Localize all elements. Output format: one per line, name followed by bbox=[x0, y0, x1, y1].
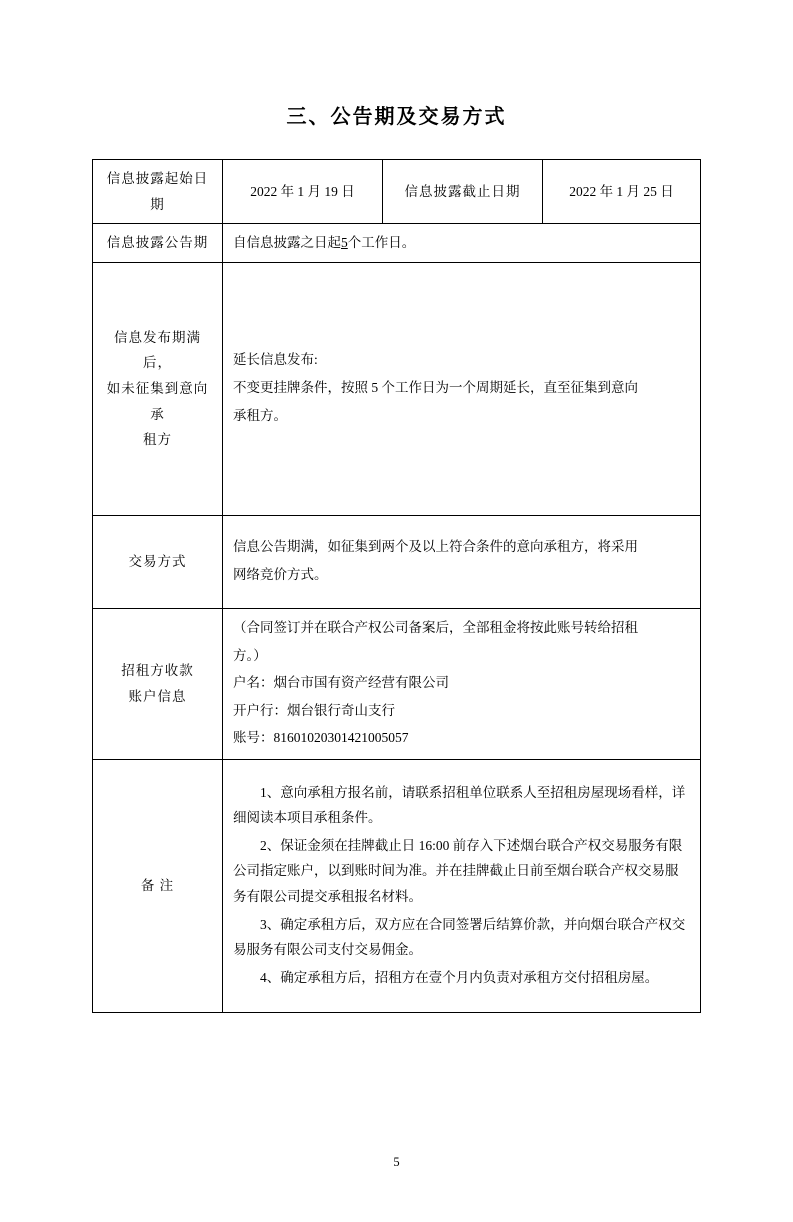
value-account-info bbox=[223, 608, 701, 759]
table-row bbox=[93, 760, 701, 1013]
label-remarks: 备 注 bbox=[93, 760, 223, 1013]
table-row bbox=[93, 160, 701, 224]
announcement-period-days: 5 bbox=[341, 235, 348, 251]
table-row bbox=[93, 224, 701, 263]
label-account-line2: 账户信息 bbox=[128, 689, 187, 705]
announcement-period-suffix: 个工作日。 bbox=[347, 235, 416, 251]
document-page bbox=[0, 100, 793, 1222]
remark-item: 3、确定承租方后，双方应在合同签署后结算价款，并向烟台联合产权交易服务有限公司支付交易佣金。 bbox=[233, 916, 686, 958]
value-disclosure-start: 2022 年 1 月 19 日 bbox=[223, 160, 383, 224]
extension-line2: 不变更挂牌条件，按照 5 个工作日为一个周期延长，直至征集到意向 bbox=[233, 380, 638, 396]
remark-item: 4、确定承租方后，招租方在壹个月内负责对承租方交付招租房屋。 bbox=[260, 970, 659, 986]
value-remarks bbox=[223, 760, 701, 1013]
page-title: 三、公告期及交易方式 bbox=[286, 106, 507, 128]
page-number: 5 bbox=[393, 1155, 400, 1169]
table-row bbox=[93, 515, 701, 608]
transaction-line1: 信息公告期满，如征集到两个及以上符合条件的意向承租方，将采用 bbox=[233, 539, 638, 555]
label-account-info bbox=[93, 608, 223, 759]
announcement-period-prefix: 自信息披露之日起 bbox=[233, 235, 341, 251]
value-announcement-period bbox=[223, 224, 701, 263]
label-transaction-method: 交易方式 bbox=[93, 515, 223, 608]
extension-line3: 承租方。 bbox=[233, 407, 287, 423]
label-extension-line1: 信息发布期满后， bbox=[114, 329, 201, 371]
transaction-line2: 网络竞价方式。 bbox=[233, 566, 328, 582]
remark-item: 1、意向承租方报名前，请联系招租单位联系人至招租房屋现场看样，详细阅读本项目承租条件。 bbox=[233, 784, 686, 826]
label-disclosure-start: 信息披露起始日期 bbox=[93, 160, 223, 224]
label-announcement-period: 信息披露公告期 bbox=[93, 224, 223, 263]
value-disclosure-end: 2022 年 1 月 25 日 bbox=[543, 160, 701, 224]
label-extension-line3: 租方 bbox=[143, 432, 172, 448]
account-line2: 方。） bbox=[233, 647, 267, 663]
value-transaction-method bbox=[223, 515, 701, 608]
extension-line1: 延长信息发布: bbox=[233, 352, 318, 368]
label-disclosure-end: 信息披露截止日期 bbox=[383, 160, 543, 224]
account-line3: 户名：烟台市国有资产经营有限公司 bbox=[233, 675, 449, 691]
table-row bbox=[93, 608, 701, 759]
account-line4: 开户行：烟台银行奇山支行 bbox=[233, 702, 395, 718]
announcement-table bbox=[92, 159, 701, 1013]
label-extension-line2: 如未征集到意向承 bbox=[106, 381, 209, 422]
value-extension bbox=[223, 262, 701, 515]
table-row bbox=[93, 262, 701, 515]
label-extension bbox=[93, 262, 223, 515]
account-line5: 账号：81601020301421005057 bbox=[233, 730, 409, 746]
account-line1: （合同签订并在联合产权公司备案后，全部租金将按此账号转给招租 bbox=[233, 619, 638, 635]
remark-item: 2、保证金须在挂牌截止日 16:00 前存入下述烟台联合产权交易服务有限公司指定账户，以到账时间为准。并在挂牌截止日前至烟台联合产权交易服务有限公司提交承租报名材料。 bbox=[233, 837, 683, 905]
label-account-line1: 招租方收款 bbox=[121, 663, 194, 679]
